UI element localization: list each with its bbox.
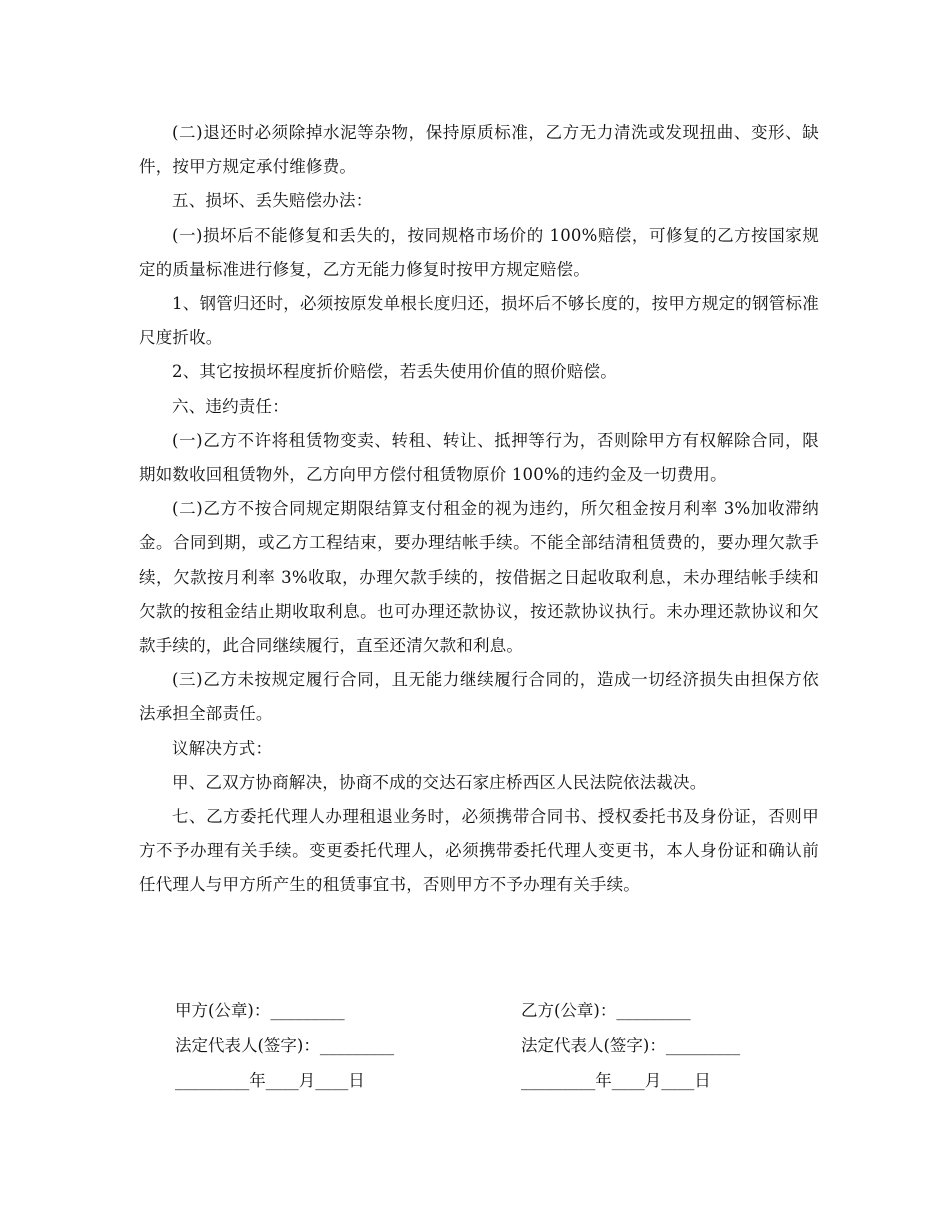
party-a-seal: 甲方(公章)：_________ bbox=[175, 1000, 345, 1020]
clause-dispute-resolution: 甲、乙双方协商解决，协商不成的交达石家庄桥西区人民法院依法裁决。 bbox=[172, 772, 707, 792]
clause-damage-loss: (一)损坏后不能修复和丢失的，按同规格市场价的 100%赔偿，可修复的乙方按国家规定的质量标准进行修复，乙方无能力修复时按甲方规定赔偿。 bbox=[139, 225, 819, 279]
clause-guarantor-liability: (三)乙方未按规定履行合同，且无能力继续履行合同的，造成一切经济损失由担保方依法承担全部责任。 bbox=[139, 670, 819, 724]
clause-other-compensation: 2、其它按损坏程度折价赔偿，若丢失使用价值的照价赔偿。 bbox=[172, 362, 617, 382]
contract-body bbox=[139, 116, 819, 903]
section-five-heading: 五、损坏、丢失赔偿办法： bbox=[172, 191, 373, 211]
clause-return-cleaning: (二)退还时必须除掉水泥等杂物，保持原质标准，乙方无力清洗或发现扭曲、变形、缺件，按甲方规定承付维修费。 bbox=[139, 123, 819, 177]
party-b-seal: 乙方(公章)：_________ bbox=[521, 1000, 691, 1020]
section-six-heading: 六、违约责任： bbox=[172, 396, 289, 416]
party-a-representative: 法定代表人(签字)：_________ bbox=[175, 1035, 395, 1055]
party-b-representative: 法定代表人(签字)：_________ bbox=[521, 1035, 741, 1055]
party-a-date: _________年____月____日 bbox=[175, 1070, 365, 1090]
dispute-resolution-heading: 议解决方式： bbox=[172, 738, 273, 758]
signature-block bbox=[175, 991, 835, 1096]
signature-row-seal bbox=[175, 991, 835, 1026]
signature-row-representative bbox=[175, 1026, 835, 1061]
clause-steel-pipe-return: 1、钢管归还时，必须按原发单根长度归还，损坏后不够长度的，按甲方规定的钢管标准尺度折收。 bbox=[139, 294, 819, 348]
clause-late-payment: (二)乙方不按合同规定期限结算支付租金的视为违约，所欠租金按月利率 3%加收滞纳金。合同到期，或乙方工程结束，要办理结帐手续。不能全部结清租赁费的，要办理欠款手续，欠款按月利率 3%收取，办理欠款手续的，按借据之日起收取利息，未办理结帐手续和欠款的按租金结止期收取利息。也可办理还款协议，按还款协议执行。未办理还款协议和欠款手续的，此合同继续履行，直至还清欠款和利息。 bbox=[139, 499, 819, 656]
signature-row-date bbox=[175, 1061, 835, 1096]
clause-agent-authorization: 七、乙方委托代理人办理租退业务时，必须携带合同书、授权委托书及身份证，否则甲方不予办理有关手续。变更委托代理人，必须携带委托代理人变更书，本人身份证和确认前任代理人与甲方所产生的租赁事宜书，否则甲方不予办理有关手续。 bbox=[139, 807, 819, 895]
party-b-date: _________年____月____日 bbox=[521, 1070, 711, 1090]
clause-no-resale: (一)乙方不许将租赁物变卖、转租、转让、抵押等行为，否则除甲方有权解除合同，限期如数收回租赁物外，乙方向甲方偿付租赁物原价 100%的违约金及一切费用。 bbox=[139, 430, 819, 485]
